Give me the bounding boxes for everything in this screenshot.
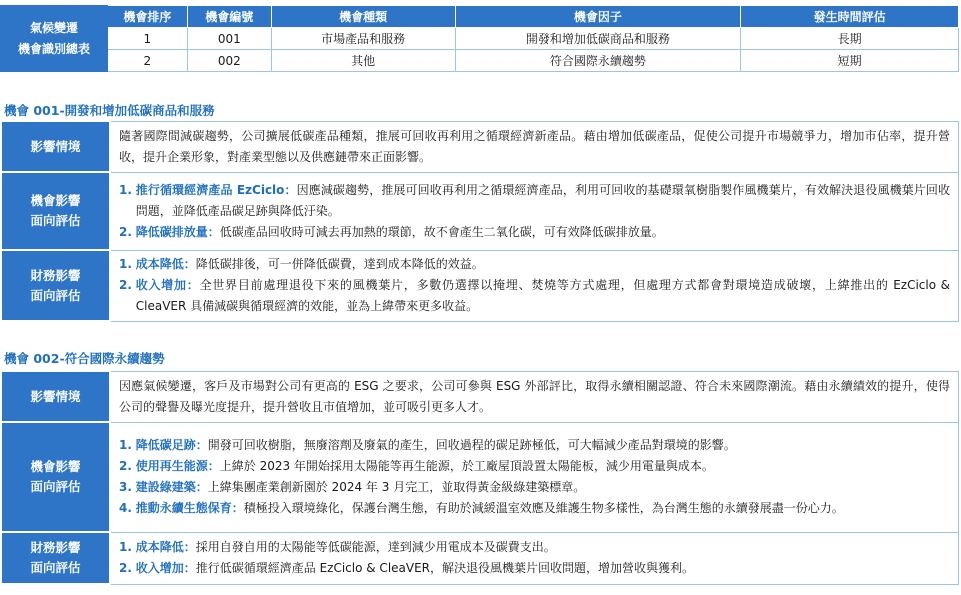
item-number: 2. [119,459,132,473]
opp2-opportunity-label-line2: 面向評估 [30,479,81,494]
opp1-opportunity-label-line1: 機會影響 [30,193,81,208]
item-key: 成本降低： [135,257,196,271]
item-text: 因應減碳趨勢，推展可回收再利用之循環經濟產品，利用可回收的基礎環氧樹脂製作風機葉片，有效解決退役風機葉片回收問題，並降低產品碳足跡與降低汙染。 [135,182,950,218]
summary-table [0,5,959,72]
item-key: 收入增加： [135,278,200,292]
list-item [119,180,950,222]
opp2-financial-label-line1: 財務影響 [30,540,81,555]
item-text: 低碳產品回收時可減去再加熱的環節，故不會產生二氧化碳，可有效降低碳排放量。 [219,224,664,239]
item-text: 降低碳排後，可一併降低碳費，達到成本降低的效益。 [195,257,484,271]
opp2-section-title: 機會 002-符合國際永續趨勢 [4,351,165,366]
header-rank: 機會排序 [107,6,187,28]
item-key: 成本降低： [135,540,196,554]
item-text: 推行低碳循環經濟產品 EzCiclo & CleaVER，解決退役風機葉片回收問題，增加營收與獲利。 [195,561,695,575]
item-text: 上緯集團產業創新園於 2024 年 3 月完工，並取得黃金級綠建築標章。 [207,480,586,494]
item-text: 上緯於 2023 年開始採用太陽能等再生能源，於工廠屋頂設置太陽能板，減少用電量與成本。 [219,459,714,473]
opp2-financial-label-line2: 面向評估 [30,560,81,575]
item-number: 1. [119,182,132,197]
list-item [119,275,950,317]
opp1-opportunity-list [110,172,959,250]
opp2-financial-label [1,532,110,584]
summary-header-row [1,6,959,28]
opp1-financial-label-line1: 財務影響 [30,267,81,283]
opp2-opportunity-row [1,422,959,532]
cell-factor: 開發和增加低碳商品和服務 [455,28,741,50]
item-key: 降低碳排放量： [135,224,220,239]
opp2-impact-row [1,371,959,422]
item-key: 使用再生能源： [135,459,220,473]
opp2-opportunity-label [1,422,110,532]
opp1-financial-label-line2: 面向評估 [30,287,81,303]
opp1-impact-label: 影響情境 [1,121,110,172]
table-row [1,50,959,72]
header-type: 機會種類 [271,6,455,28]
list-item [119,558,950,579]
summary-label-line1: 氣候變遷 [29,20,78,35]
opp1-detail-table [0,120,959,322]
item-text: 採用自發自用的太陽能等低碳能源，達到減少用電成本及碳費支出。 [195,540,556,554]
item-key: 收入增加： [135,561,196,575]
table-row [1,28,959,50]
opp2-financial-list [110,532,959,584]
summary-label-line2: 機會識別總表 [17,41,90,56]
item-text: 全世界目前處理退役下來的風機葉片，多數仍選擇以掩埋、焚燒等方式處理，但處理方式都會對環境造成破壞，上緯推出的 EzCiclo & CleaVER 具備減碳與循環經濟的效能，並為上緯帶來更多收益。 [135,278,950,313]
item-number: 1. [119,438,132,452]
cell-rank: 1 [107,28,187,50]
cell-timeframe: 短期 [741,50,959,72]
list-item [119,498,950,519]
summary-label [1,6,108,72]
list-item [119,222,950,243]
list-item [119,435,950,456]
cell-factor: 符合國際永續趨勢 [455,50,741,72]
list-item [119,537,950,558]
list-item [119,477,950,498]
opp1-opportunity-label [1,172,110,250]
opp2-impact-label: 影響情境 [1,371,110,422]
opp1-impact-text: 隨著國際間減碳趨勢，公司擴展低碳產品種類，推展可回收再利用之循環經濟新產品。藉由增加低碳產品，促使公司提升市場競爭力，增加市佔率，提升營收，提升企業形象，對產業型態以及供應鏈帶來正面影響。 [110,121,959,172]
item-key: 推動永續生態保育： [135,501,244,515]
header-timeframe: 發生時間評估 [741,6,959,28]
opp1-opportunity-row [1,172,959,250]
item-number: 1. [119,540,132,554]
opp1-opportunity-label-line2: 面向評估 [30,213,81,228]
cell-id: 002 [187,50,271,72]
opp2-detail-table [0,370,959,585]
item-number: 2. [119,278,132,292]
item-text: 積極投入環境綠化，保護台灣生態，有助於減緩溫室效應及維護生物多樣性，為台灣生態的永續發展盡一份心力。 [243,501,844,515]
opp1-financial-row [1,250,959,321]
item-key: 建設綠建築： [135,480,208,494]
list-item [119,254,950,275]
opp1-financial-label [1,250,110,321]
item-number: 4. [119,501,132,515]
item-number: 2. [119,561,132,575]
cell-timeframe: 長期 [741,28,959,50]
opp1-impact-row [1,121,959,172]
header-id: 機會編號 [187,6,271,28]
item-text: 開發可回收樹脂，無廢溶劑及廢氣的產生，回收過程的碳足跡極低，可大幅減少產品對環境的影響。 [207,438,736,452]
opp1-section-title: 機會 001-開發和增加低碳商品和服務 [4,103,215,118]
item-number: 1. [119,257,132,271]
item-key: 降低碳足跡： [135,438,208,452]
cell-rank: 2 [107,50,187,72]
opp1-financial-list [110,250,959,321]
opp2-financial-row [1,532,959,584]
cell-id: 001 [187,28,271,50]
opp2-opportunity-list [110,422,959,532]
item-number: 2. [119,224,132,239]
item-key: 推行循環經濟產品 EzCiclo： [135,182,297,197]
opp2-impact-text: 因應氣候變遷，客戶及市場對公司有更高的 ESG 之要求，公司可參與 ESG 外部評比，取得永續相關認證、符合未來國際潮流。藉由永續績效的提升，使得公司的聲譽及曝光度提升，提升營收且市值增加，並可吸引更多人才。 [110,371,959,422]
item-number: 3. [119,480,132,494]
opp2-opportunity-label-line1: 機會影響 [30,459,81,474]
header-factor: 機會因子 [455,6,741,28]
list-item [119,456,950,477]
cell-type: 其他 [271,50,455,72]
cell-type: 市場產品和服務 [271,28,455,50]
